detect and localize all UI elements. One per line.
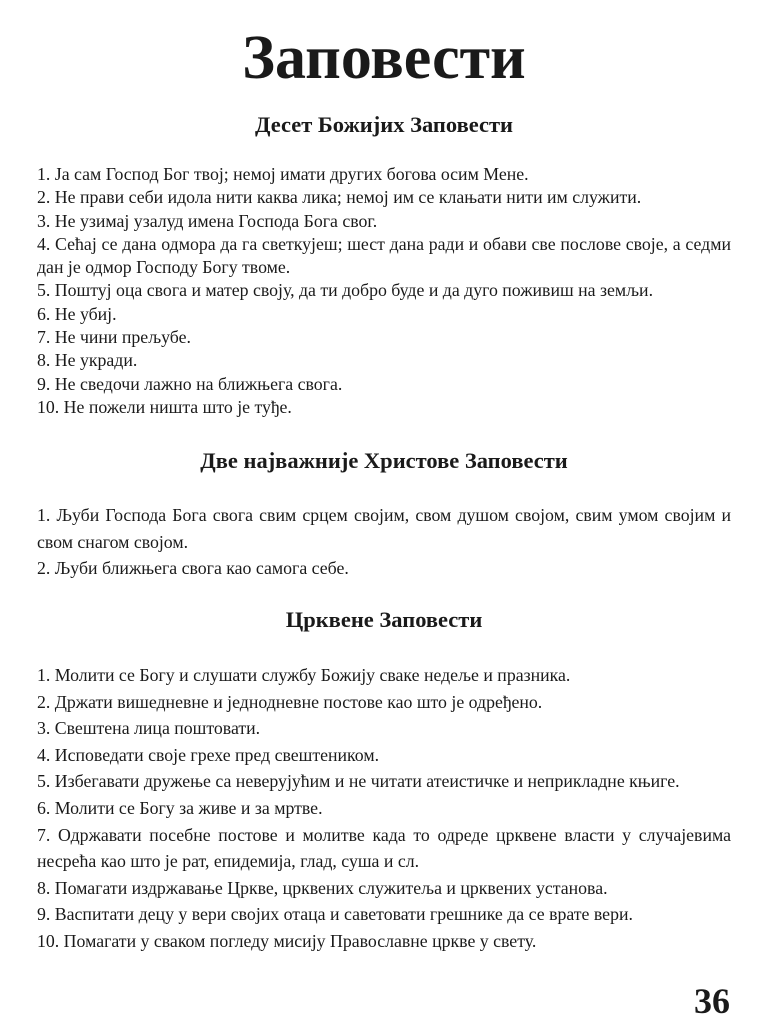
list-item: 7. Одржавати посебне постове и молитве када то одреде црквене власти у случајевима несрећа као што је рат, епидемија, глад, суша и сл. <box>37 824 731 872</box>
list-item: 6. Не убиј. <box>37 303 117 324</box>
ten-commandments-list <box>37 163 731 419</box>
list-item: 9. Не сведочи лажно на ближњега свога. <box>37 373 343 394</box>
list-item: 3. Свештена лица поштовати. <box>37 718 261 739</box>
christ-commandments-list <box>37 502 731 582</box>
list-item: 10. Помагати у сваком погледу мисију Православне цркве у свету. <box>37 930 537 951</box>
list-item: 1. Ја сам Господ Бог твој; немој имати других богова осим Мене. <box>37 164 529 184</box>
list-item: 2. Држати вишедневне и једнодневне постове као што је одређено. <box>37 691 543 712</box>
list-item: 8. Не укради. <box>37 350 138 371</box>
church-commandments-list <box>37 662 731 955</box>
section-heading-ten-commandments: Десет Божијих Заповести <box>254 112 513 137</box>
list-item: 6. Молити се Богу за живе и за мртве. <box>37 797 323 818</box>
document-page <box>37 0 731 1024</box>
list-item: 1. Љуби Господа Бога свога свим срцем својим, свом душом својом, свим умом својим и свом снагом својом. <box>37 505 731 552</box>
list-item: 5. Избегавати дружење са неверујућим и не читати атеистичке и неприкладне књиге. <box>37 771 680 792</box>
list-item: 9. Васпитати децу у вери својих отаца и саветовати грешнике да се врате вери. <box>37 904 633 925</box>
section-heading-church-commandments: Црквене Заповести <box>285 607 483 632</box>
list-item: 2. Не прави себи идола нити каква лика; немој им се клањати нити им служити. <box>37 187 642 208</box>
list-item: 10. Не пожели ништа што је туђе. <box>37 396 292 417</box>
list-item: 2. Љуби ближњега свога као самога себе. <box>37 558 349 579</box>
list-item: 1. Молити се Богу и слушати службу Божију сваке недеље и празника. <box>37 665 571 685</box>
list-item: 5. Поштуј оца свога и матер своју, да ти добро буде и да дуго поживиш на земљи. <box>37 280 654 301</box>
page-title: Заповести <box>242 24 526 92</box>
list-item: 4. Сећај се дана одмора да га светкујеш; шест дана ради и обави све послове своје, а седми дан је одмор Господу Богу твоме. <box>37 233 731 278</box>
list-item: 3. Не узимај узалуд имена Господа Бога свог. <box>37 210 378 231</box>
list-item: 8. Помагати издржавање Цркве, црквених служитеља и црквених установа. <box>37 877 608 898</box>
list-item: 4. Исповедати своје грехе пред свештеником. <box>37 744 380 765</box>
section-heading-christ-commandments: Две најважније Христове Заповести <box>200 448 568 473</box>
page-number: 36 <box>694 981 730 1021</box>
list-item: 7. Не чини прељубе. <box>37 327 191 348</box>
